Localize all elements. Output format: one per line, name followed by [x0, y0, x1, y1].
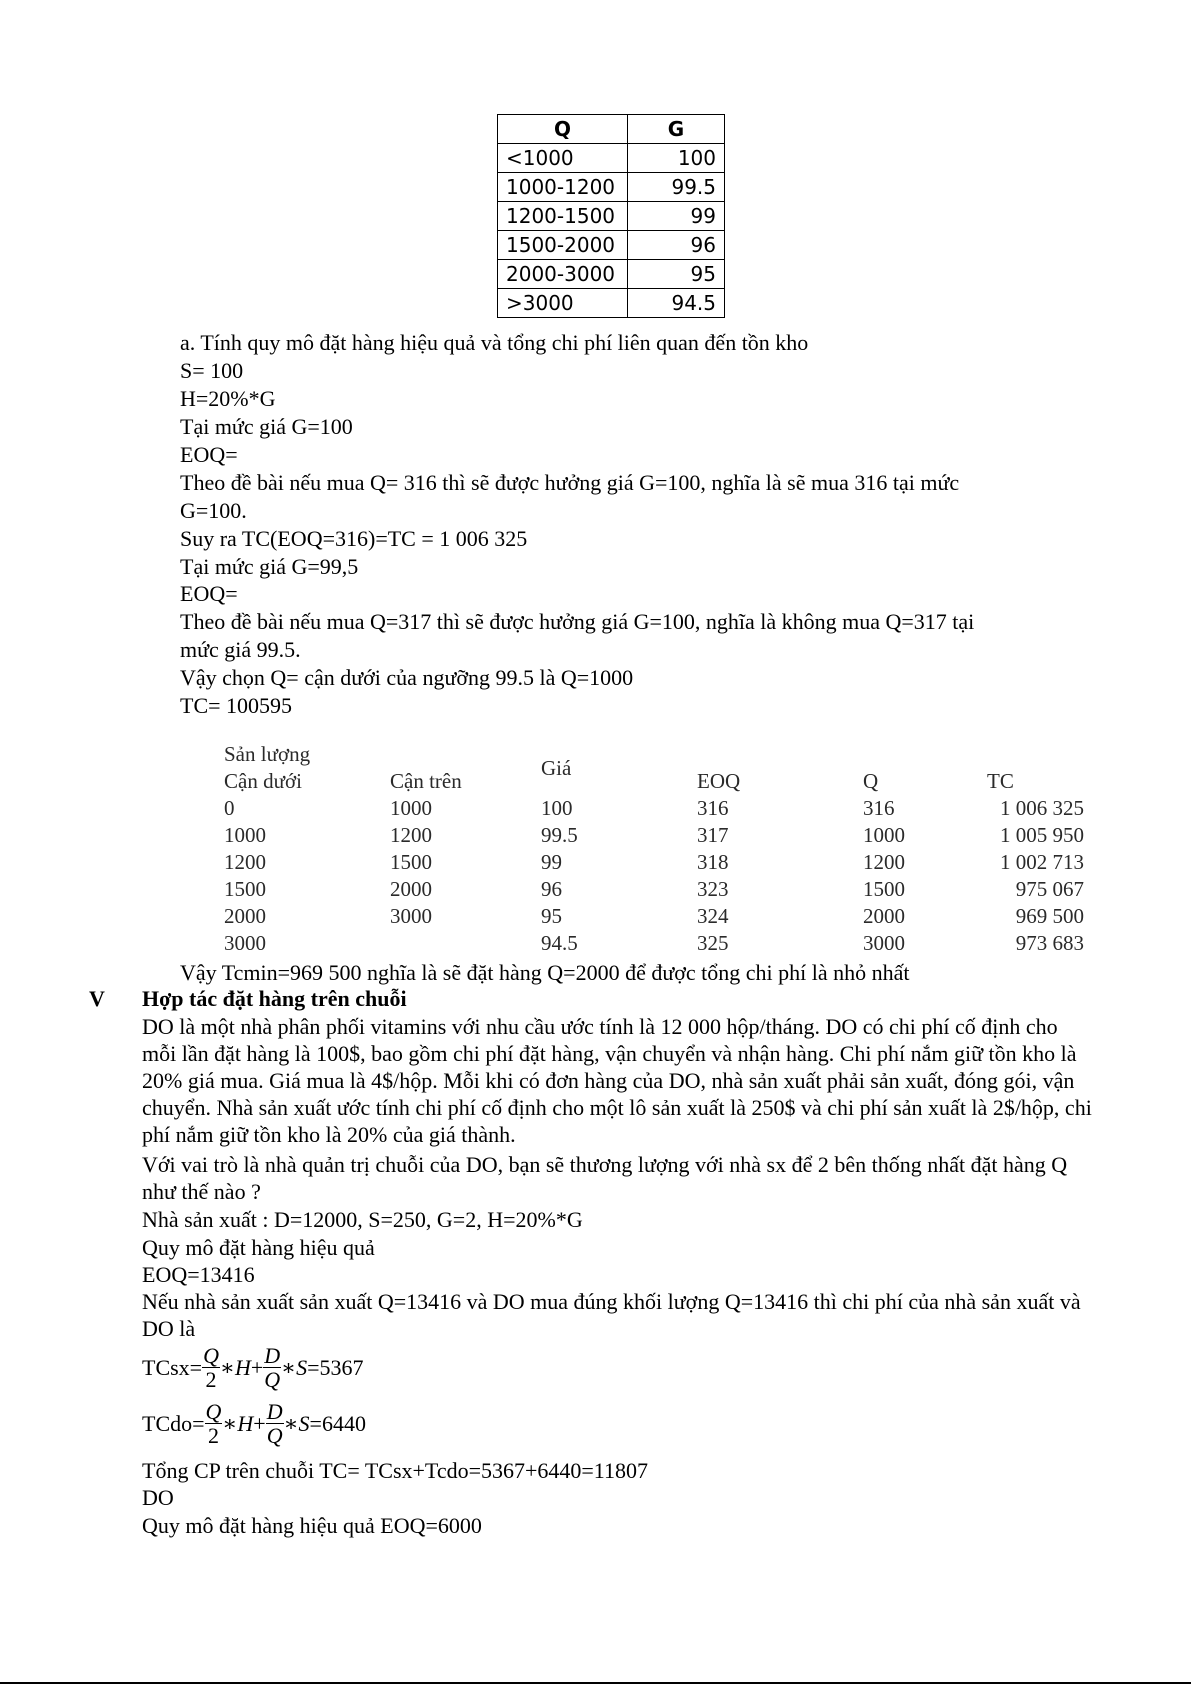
table-row [498, 260, 725, 289]
section-title: Hợp tác đặt hàng trên chuỗi [142, 986, 407, 1011]
cell-q: >3000 [498, 289, 628, 318]
text-line: Theo đề bài nếu mua Q=317 thì sẽ được hưởng giá G=100, nghĩa là không mua Q=317 tại [180, 609, 975, 634]
text-line: mức giá 99.5. [180, 637, 301, 662]
producer-line: Nhà sản xuất : D=12000, S=250, G=2, H=20%*G [142, 1207, 583, 1232]
cell: 1000 [224, 823, 266, 847]
cell: 2000 [863, 904, 905, 928]
table-row [498, 289, 725, 318]
conclusion-text: Vậy Tcmin=969 500 nghĩa là sẽ đặt hàng Q=2000 để được tổng chi phí là nhỏ nhất [180, 960, 910, 985]
do-label: DO [142, 1485, 174, 1510]
header-g: G [628, 115, 725, 144]
text-line: Tại mức giá G=100 [180, 414, 353, 439]
part-a-heading: a. Tính quy mô đặt hàng hiệu quả và tổng chi phí liên quan đến tồn kho [180, 330, 809, 355]
cell: 1 006 325 [1000, 796, 1084, 820]
cell-q: 1500-2000 [498, 231, 628, 260]
text-line: Suy ra TC(EOQ=316)=TC = 1 006 325 [180, 526, 528, 551]
text-line: G=100. [180, 498, 247, 523]
cell: 2000 [390, 877, 432, 901]
cell: 1000 [390, 796, 432, 820]
cell: 3000 [224, 931, 266, 955]
table-row [498, 144, 725, 173]
cell: 316 [863, 796, 895, 820]
cell-q: 2000-3000 [498, 260, 628, 289]
text-line: S= 100 [180, 358, 244, 383]
table-row [498, 173, 725, 202]
cell: 325 [697, 931, 729, 955]
cell: 95 [541, 904, 562, 928]
tcsx-label: TCsx= [142, 1354, 203, 1380]
tcsx-formula: TCsx= $\frac{Q}{2}$ ∗ H + $\frac{D}{Q}$ ∗ S =5367 [142, 1343, 364, 1392]
text-line: EOQ= [180, 581, 238, 606]
cell-q: 1200-1500 [498, 202, 628, 231]
header-q: Q [498, 115, 628, 144]
cell-g: 99.5 [628, 173, 725, 202]
table-row [498, 202, 725, 231]
header-lower: Cận dưới [224, 769, 302, 793]
text-line: TC= 100595 [180, 693, 293, 718]
table-row [498, 231, 725, 260]
cell: 1200 [863, 850, 905, 874]
cell: 973 683 [1015, 931, 1084, 955]
header-tc: TC [987, 769, 1014, 793]
cell: 3000 [390, 904, 432, 928]
cell: 1 002 713 [1000, 850, 1084, 874]
tcdo-formula: TCdo= $\frac{Q}{2}$ ∗ H + $\frac{D}{Q}$ ∗ S =6440 [142, 1399, 366, 1448]
eoq-value: EOQ=13416 [142, 1262, 255, 1287]
cell: 1500 [224, 877, 266, 901]
price-table [497, 114, 725, 318]
text-line: EOQ= [180, 442, 238, 467]
cell: 1 005 950 [1000, 823, 1084, 847]
paragraph-cost: Nếu nhà sản xuất sản xuất Q=13416 và DO mua đúng khối lượng Q=13416 thì chi phí của nhà sản xuất và DO là [142, 1289, 1081, 1341]
fraction-q-over-2: $\frac{Q}{2}$ [205, 1399, 222, 1448]
header-eoq: EOQ [697, 769, 741, 793]
header-price: Giá [541, 756, 572, 780]
cell-q: 1000-1200 [498, 173, 628, 202]
fraction-q-over-2: $\frac{Q}{2}$ [203, 1343, 219, 1392]
header-upper: Cận trên [390, 769, 462, 793]
cell: 1500 [390, 850, 432, 874]
section-number: V [89, 986, 105, 1011]
cell-g: 94.5 [628, 289, 725, 318]
cell-g: 99 [628, 202, 725, 231]
text-line: Theo đề bài nếu mua Q= 316 thì sẽ được hưởng giá G=100, nghĩa là sẽ mua 316 tại mức [180, 470, 960, 495]
cell: 975 067 [1015, 877, 1084, 901]
cell: 100 [541, 796, 573, 820]
cell: 2000 [224, 904, 266, 928]
cell: 99.5 [541, 823, 578, 847]
cell: 1200 [224, 850, 266, 874]
cell: 1200 [390, 823, 432, 847]
cell-q: <1000 [498, 144, 628, 173]
text-line: H=20%*G [180, 386, 276, 411]
cell: 94.5 [541, 931, 578, 955]
tcsx-result: =5367 [307, 1354, 364, 1380]
cell-g: 100 [628, 144, 725, 173]
fraction-d-over-q: $\frac{D}{Q}$ [266, 1399, 283, 1448]
paragraph-intro: DO là một nhà phân phối vitamins với nhu cầu ước tính là 12 000 hộp/tháng. DO có chi phí cố định cho mỗi lần đặt hàng là 100$, bao gồm chi phí đặt hàng, vận chuyển và nhận hàng. Chi phí nắm giữ tồn kho là 20% giá mua. Giá mua là 4$/hộp. Mỗi khi có đơn hàng của DO, nhà sản xuất phải sản xuất, đóng gói, vận chuyển. Nhà sản xuất ước tính chi phí cố định cho một lô sản xuất là 250$ và chi phí sản xuất là 2$/hộp, chi phí nắm giữ tồn kho là 20% của giá thành. [142, 1014, 1092, 1147]
tcdo-label: TCdo= [142, 1410, 205, 1436]
paragraph-question: Với vai trò là nhà quản trị chuỗi của DO, bạn sẽ thương lượng với nhà sx để 2 bên thống nhất đặt hàng Q như thế nào ? [142, 1152, 1068, 1204]
eoq-label: Quy mô đặt hàng hiệu quả [142, 1235, 375, 1260]
cell: 99 [541, 850, 562, 874]
page-bottom-rule [0, 1682, 1191, 1684]
cell: 317 [697, 823, 729, 847]
total-cost-line: Tổng CP trên chuỗi TC= TCsx+Tcdo=5367+6440=11807 [142, 1458, 648, 1483]
cell: 96 [541, 877, 562, 901]
cell: 3000 [863, 931, 905, 955]
cell: 969 500 [1015, 904, 1084, 928]
cell: 323 [697, 877, 729, 901]
cell-g: 96 [628, 231, 725, 260]
header-q: Q [863, 769, 879, 793]
header-production: Sản lượng [224, 742, 311, 766]
cell: 1500 [863, 877, 905, 901]
price-table-header [498, 115, 725, 144]
fraction-d-over-q: $\frac{D}{Q}$ [264, 1343, 281, 1392]
text-line: Tại mức giá G=99,5 [180, 554, 359, 579]
cell: 0 [224, 796, 235, 820]
cell-g: 95 [628, 260, 725, 289]
cell: 324 [697, 904, 729, 928]
text-line: Vậy chọn Q= cận dưới của ngưỡng 99.5 là Q=1000 [180, 665, 634, 690]
cell: 318 [697, 850, 729, 874]
tcdo-result: =6440 [309, 1410, 366, 1436]
cell: 316 [697, 796, 729, 820]
do-eoq: Quy mô đặt hàng hiệu quả EOQ=6000 [142, 1513, 482, 1538]
cell: 1000 [863, 823, 905, 847]
